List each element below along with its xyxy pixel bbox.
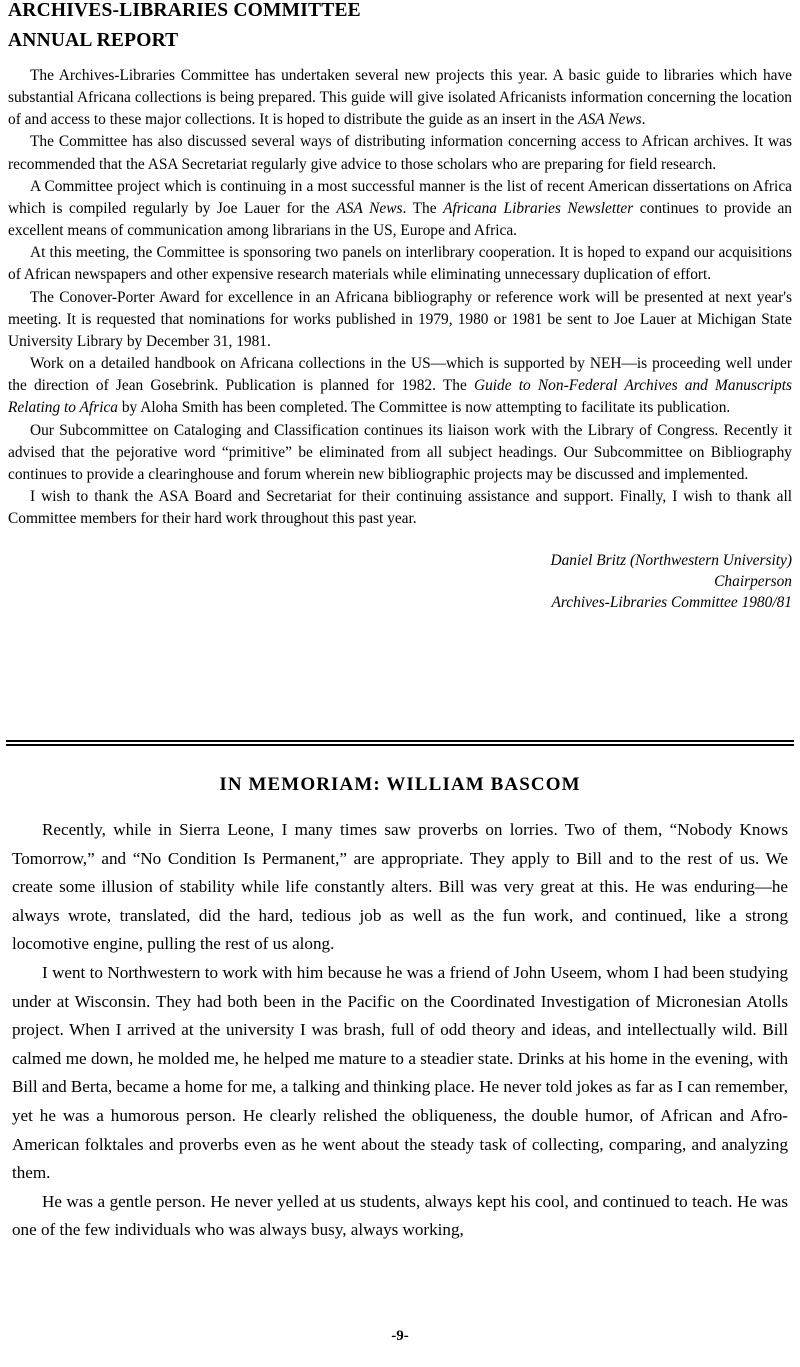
- publication-title-asa-news: ASA News: [336, 199, 403, 217]
- article-one-signature-block: [8, 550, 792, 613]
- divider-rule-lower: [6, 744, 794, 746]
- section-divider-double-rule: [6, 740, 794, 746]
- paragraph-text-mid: . The: [402, 199, 444, 217]
- paragraph-text-tail: by Aloha Smith has been completed. The Committee is now attempting to facilitate its publication.: [118, 399, 731, 417]
- article-in-memoriam-william-bascom: [12, 772, 788, 1245]
- paragraph-thanks: I wish to thank the ASA Board and Secretariat for their continuing assistance and support. Finally, I wish to thank all Committee members for their hard work throughout this past year.: [8, 487, 792, 528]
- page-number: -9-: [391, 1328, 409, 1344]
- paragraph-text-tail: continues to provide an excellent means of communication among librarians in the US, Europe and Africa.: [8, 199, 792, 240]
- paragraph-text: The Archives-Libraries Committee has undertaken several new projects this year. A basic guide to libraries which have substantial Africana collections is being prepared. This guide will give isolated Africanists information concerning the location of and access to these major collections. It is hoped to distribute the guide as an insert in the: [8, 67, 792, 129]
- paragraph-conover-porter-award: The Conover-Porter Award for excellence in an Africana bibliography or reference work will be presented at next year's meeting. It is requested that nominations for works published in 1979, 1980 or 1981 be sent to Joe Lauer at Michigan State University Library by December 31, 1981.: [8, 288, 792, 350]
- paragraph-text-tail: .: [641, 111, 646, 129]
- paragraph-text: Work on a detailed handbook on Africana collections in the US—which is supported by NEH—is proceeding well under the direction of Jean Gosebrink. Publication is planned for 1982. The: [8, 355, 792, 395]
- publication-title-asa-news: ASA News: [578, 111, 642, 129]
- publication-title-guide-to-non-federal-archives: Guide to Non-Federal Archives and Manuscripts Relating to Africa: [8, 377, 793, 417]
- article-one-heading-line-1: ARCHIVES-LIBRARIES COMMITTEE: [8, 0, 361, 21]
- signature-committee: Archives-Libraries Committee 1980/81: [551, 594, 792, 612]
- paragraph-dissertations: [8, 176, 792, 242]
- paragraph-interlibrary-cooperation: At this meeting, the Committee is sponsoring two panels on interlibrary cooperation. It is hoped to expand our acquisitions of African newspapers and other expensive research materials while eliminating unnecessary duplication of effort.: [8, 244, 792, 284]
- article-two-heading: IN MEMORIAM: WILLIAM BASCOM: [219, 774, 581, 795]
- paragraph-subcommittee-cataloging: Our Subcommittee on Cataloging and Classification continues its liaison work with the Library of Congress. Recently it advised that the pejorative word “primitive” be eliminated from all subject headings. Our Subcommittee on Bibliography continues to provide a clearinghouse and forum wherein new bibliographic projects may be discussed and implemented.: [8, 421, 792, 483]
- article-one-heading-line-2: ANNUAL REPORT: [8, 30, 179, 51]
- paragraph-distributing-information: The Committee has also discussed several ways of distributing information concerning access to African archives. It was recommended that the ASA Secretariat regularly give advice to those scholars who are preparing for field research.: [8, 133, 792, 173]
- paragraph-proverbs-on-lorries: Recently, while in Sierra Leone, I many times saw proverbs on lorries. Two of them, “Nobody Knows Tomorrow,” and “No Condition Is Permanent,” are appropriate. They apply to Bill and to the rest of us. We create some illusion of stability while life constantly alters. Bill was very great at this. He was enduring—he always wrote, translated, did the hard, tedious job as well as the fun work, and continued, like a strong locomotive engine, pulling the rest of us along.: [12, 820, 788, 954]
- paragraph-northwestern-john-useem: I went to Northwestern to work with him because he was a friend of John Useem, whom I had been studying under at Wisconsin. They had both been in the Pacific on the Coordinated Investigation of Micronesian Atolls project. When I arrived at the university I was brash, full of odd theory and ideas, and intellectually wild. Bill calmed me down, he molded me, he helped me mature to a steadier state. Drinks at his home in the evening, with Bill and Berta, became a home for me, a talking and thinking place. He never told jokes as far as I can remember, yet he was a humorous person. He clearly relished the obliqueness, the double humor, of African and Afro-American folktales and proverbs even as he went about the steady task of collecting, comparing, and analyzing them.: [12, 962, 788, 1183]
- article-one-body: [8, 65, 792, 530]
- publication-title-africana-libraries-newsletter: Africana Libraries Newsletter: [443, 199, 634, 217]
- signature-name: Daniel Britz (Northwestern University): [550, 552, 792, 570]
- article-two-body: [12, 816, 788, 1245]
- paragraph-handbook-neh: [8, 353, 792, 419]
- paragraph-projects: [8, 65, 792, 131]
- paragraph-text: A Committee project which is continuing in a most successful manner is the list of recent American dissertations on Africa which is compiled regularly by Joe Lauer for the: [8, 177, 792, 217]
- article-archives-libraries-committee: [8, 0, 792, 613]
- signature-role: Chairperson: [714, 573, 792, 591]
- paragraph-gentle-person: He was a gentle person. He never yelled at us students, always kept his cool, and continued to teach. He was one of the few individuals who was always busy, always working,: [12, 1191, 788, 1240]
